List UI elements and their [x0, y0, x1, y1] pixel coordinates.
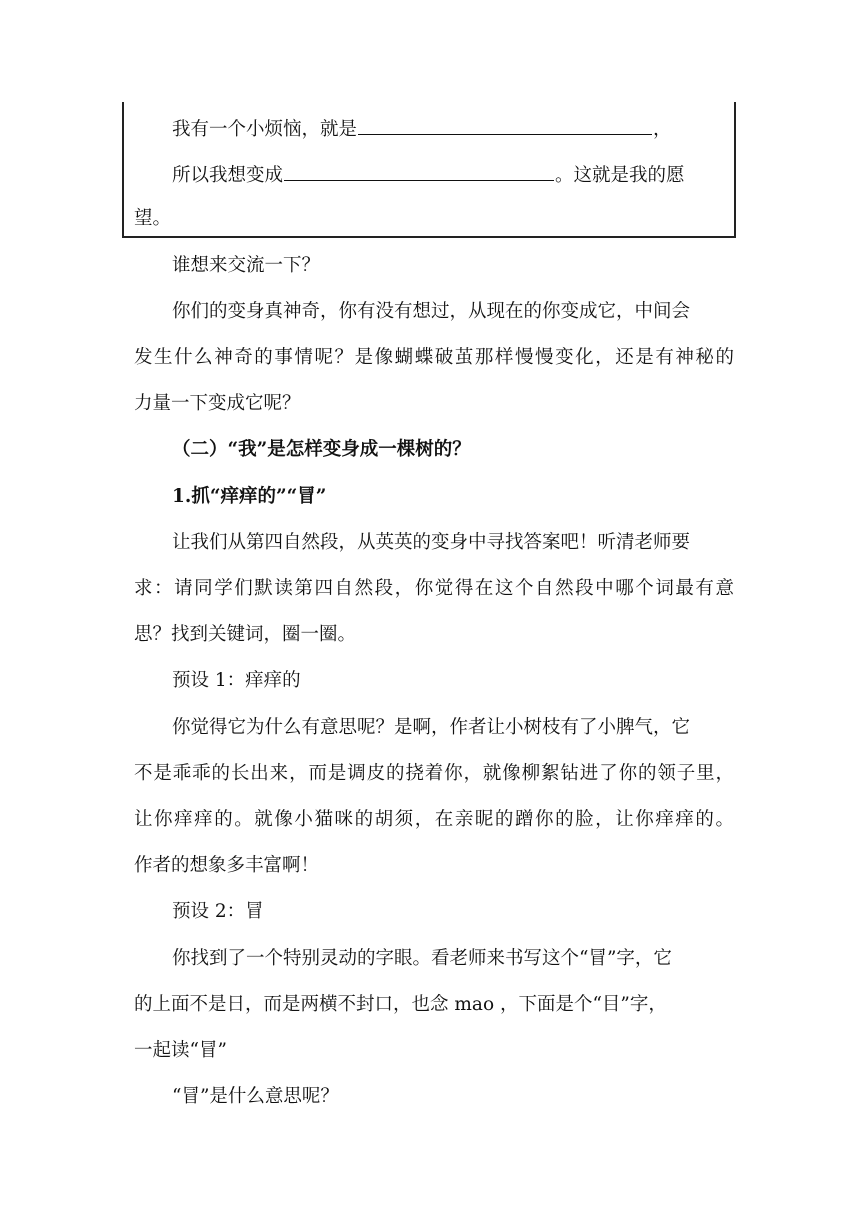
- preset-1: 预设 1：痒痒的: [172, 670, 301, 691]
- paragraph-5-line-3: 一起读“冒”: [134, 1040, 227, 1061]
- box-line-1: [172, 114, 672, 143]
- paragraph-5-line-1: 你找到了一个特别灵动的字眼。看老师来书写这个“冒”字，它: [172, 948, 672, 969]
- paragraph-2-line-3: 力量一下变成它呢？: [134, 393, 301, 414]
- section-heading: （二）“我”是怎样变身成一棵树的？: [172, 439, 471, 460]
- paragraph-2-line-1: 你们的变身真神奇，你有没有想过，从现在的你变成它，中间会: [172, 301, 691, 322]
- box-line-3: 望。: [134, 208, 172, 229]
- box-line-2-prefix: 所以我想变成: [172, 165, 284, 186]
- paragraph-5-line-2: 的上面不是日，而是两横不封口，也念 mao ，下面是个“目”字，: [134, 994, 667, 1015]
- paragraph-4-line-1: 你觉得它为什么有意思呢？是啊，作者让小树枝有了小脾气，它: [172, 717, 691, 738]
- paragraph-3-line-1: 让我们从第四自然段，从英英的变身中寻找答案吧！听清老师要: [172, 532, 691, 553]
- paragraph-6: “冒”是什么意思呢？: [172, 1086, 339, 1107]
- paragraph-1: 谁想来交流一下？: [172, 255, 321, 276]
- paragraph-3-line-3: 思？找到关键词，圈一圈。: [134, 624, 357, 645]
- paragraph-2-line-2: 发生什么神奇的事情呢？是像蝴蝶破茧那样慢慢变化，还是有神秘的: [134, 347, 734, 368]
- paragraph-4-line-3: 让你痒痒的。就像小猫咪的胡须，在亲昵的蹭你的脸，让你痒痒的。: [134, 809, 734, 830]
- paragraph-4-line-2: 不是乖乖的长出来，而是调皮的挠着你，就像柳絮钻进了你的领子里，: [134, 763, 734, 784]
- fill-blank-2[interactable]: [284, 160, 554, 181]
- box-line-2-suffix: 。这就是我的愿: [555, 165, 685, 186]
- fill-blank-1[interactable]: [358, 114, 652, 135]
- box-line-2: [172, 160, 685, 189]
- paragraph-3-line-2: 求：请同学们默读第四自然段，你觉得在这个自然段中哪个词最有意: [134, 578, 734, 599]
- preset-2: 预设 2：冒: [172, 901, 264, 922]
- subsection-heading: 1.抓“痒痒的”“冒”: [172, 486, 327, 507]
- box-line-1-suffix: ，: [653, 119, 672, 140]
- paragraph-4-line-4: 作者的想象多丰富啊！: [134, 855, 320, 876]
- box-line-1-prefix: 我有一个小烦恼，就是: [172, 119, 358, 140]
